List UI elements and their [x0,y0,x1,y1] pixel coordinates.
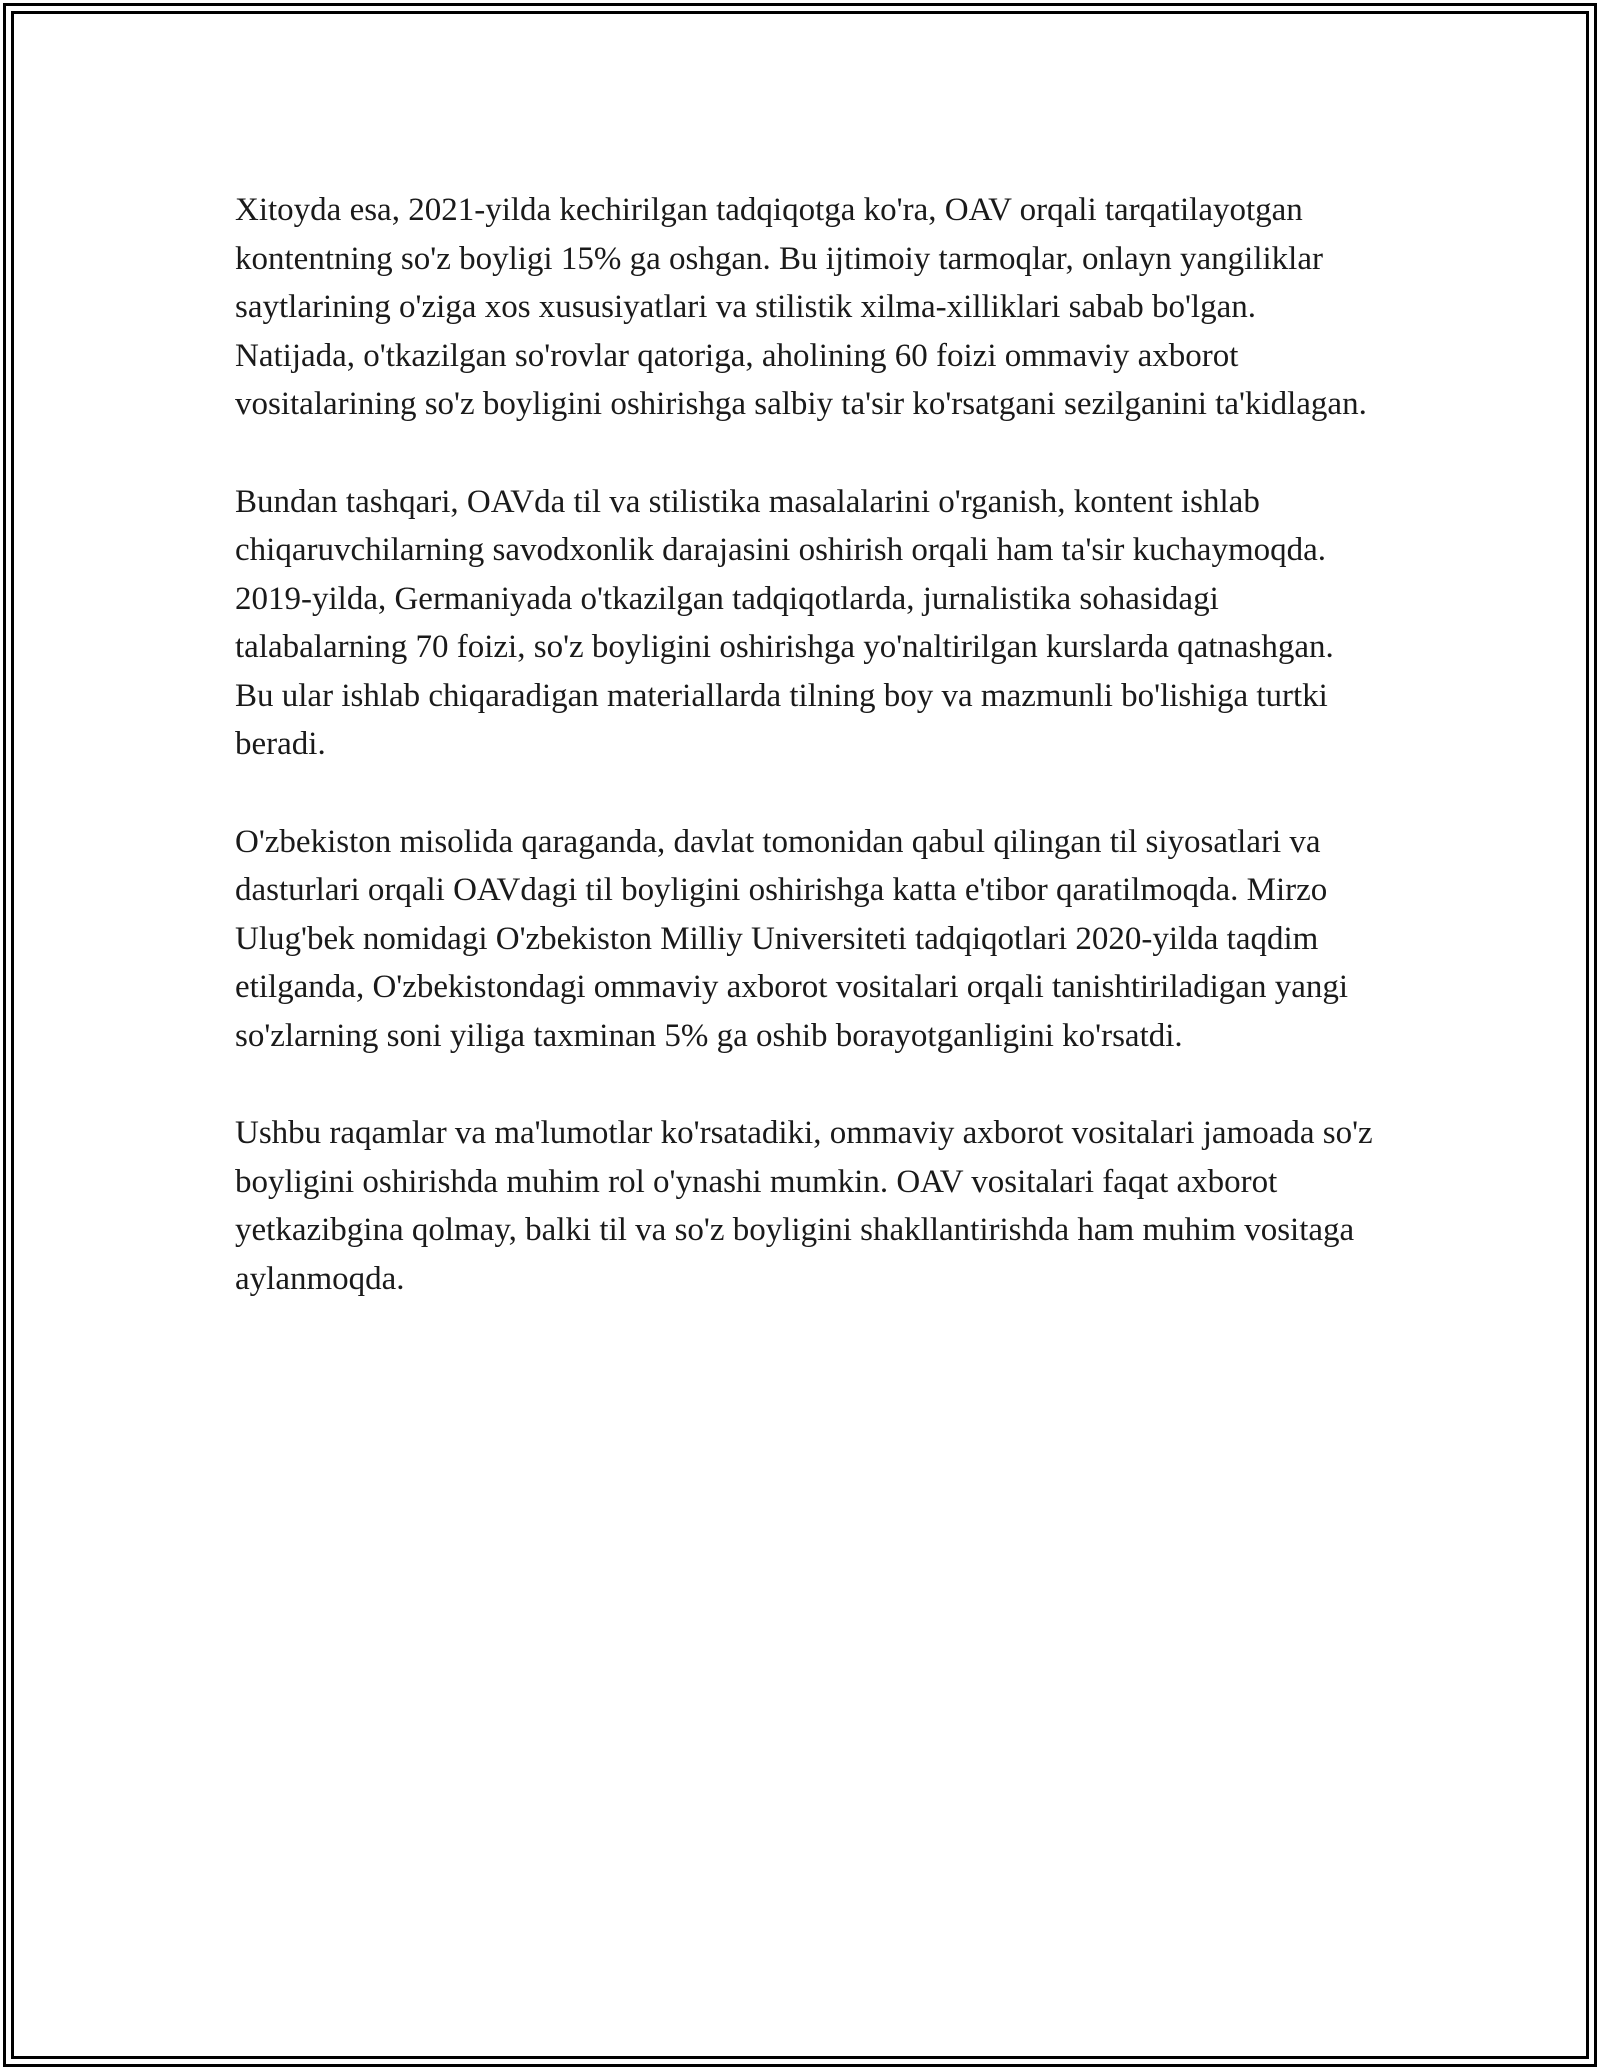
paragraph-1: Xitoyda esa, 2021-yilda kechirilgan tadqiqotga ko'ra, OAV orqali tarqatilayotgan kontentning so'z boyligi 15% ga oshgan. Bu ijtimoiy tarmoqlar, onlayn yangiliklar saytlarining o'ziga xos xususiyatlari va stilistik xilma-xilliklari sabab bo'lgan. Natijada, o'tkazilgan so'rovlar qatoriga, aholining 60 foizi ommaviy axborot vositalarining so'z boyligini oshirishga salbiy ta'sir ko'rsatgani sezilganini ta'kidlagan. [235,192,1367,422]
paragraph-2: Bundan tashqari, OAVda til va stilistika masalalarini o'rganish, kontent ishlab chiqaruvchilarning savodxonlik darajasini oshirish orqali ham ta'sir kuchaymoqda. 2019-yilda, Germaniyada o'tkazilgan tadqiqotlarda, jurnalistika sohasidagi talabalarning 70 foizi, so'z boyligini oshirishga yo'naltirilgan kurslarda qatnashgan. Bu ular ishlab chiqaradigan materiallarda tilning boy va mazmunli bo'lishiga turtki beradi. [235,483,1334,762]
paragraph-3: O'zbekiston misolida qaraganda, davlat tomonidan qabul qilingan til siyosatlari va dasturlari orqali OAVdagi til boyligini oshirishga katta e'tibor qaratilmoqda. Mirzo Ulug'bek nomidagi O'zbekiston Milliy Universiteti tadqiqotlari 2020-yilda taqdim etilganda, O'zbekistondagi ommaviy axborot vositalari orqali tanishtiriladigan yangi so'zlarning soni yiliga taxminan 5% ga oshib borayotganligini ko'rsatdi. [235,823,1349,1054]
document-body [235,186,1375,1352]
paragraph-4: Ushbu raqamlar va ma'lumotlar ko'rsatadiki, ommaviy axborot vositalari jamoada so'z boyligini oshirishda muhim rol o'ynashi mumkin. OAV vositalari faqat axborot yetkazibgina qolmay, balki til va so'z boyligini shakllantirishda ham muhim vositaga aylanmoqda. [235,1115,1373,1297]
